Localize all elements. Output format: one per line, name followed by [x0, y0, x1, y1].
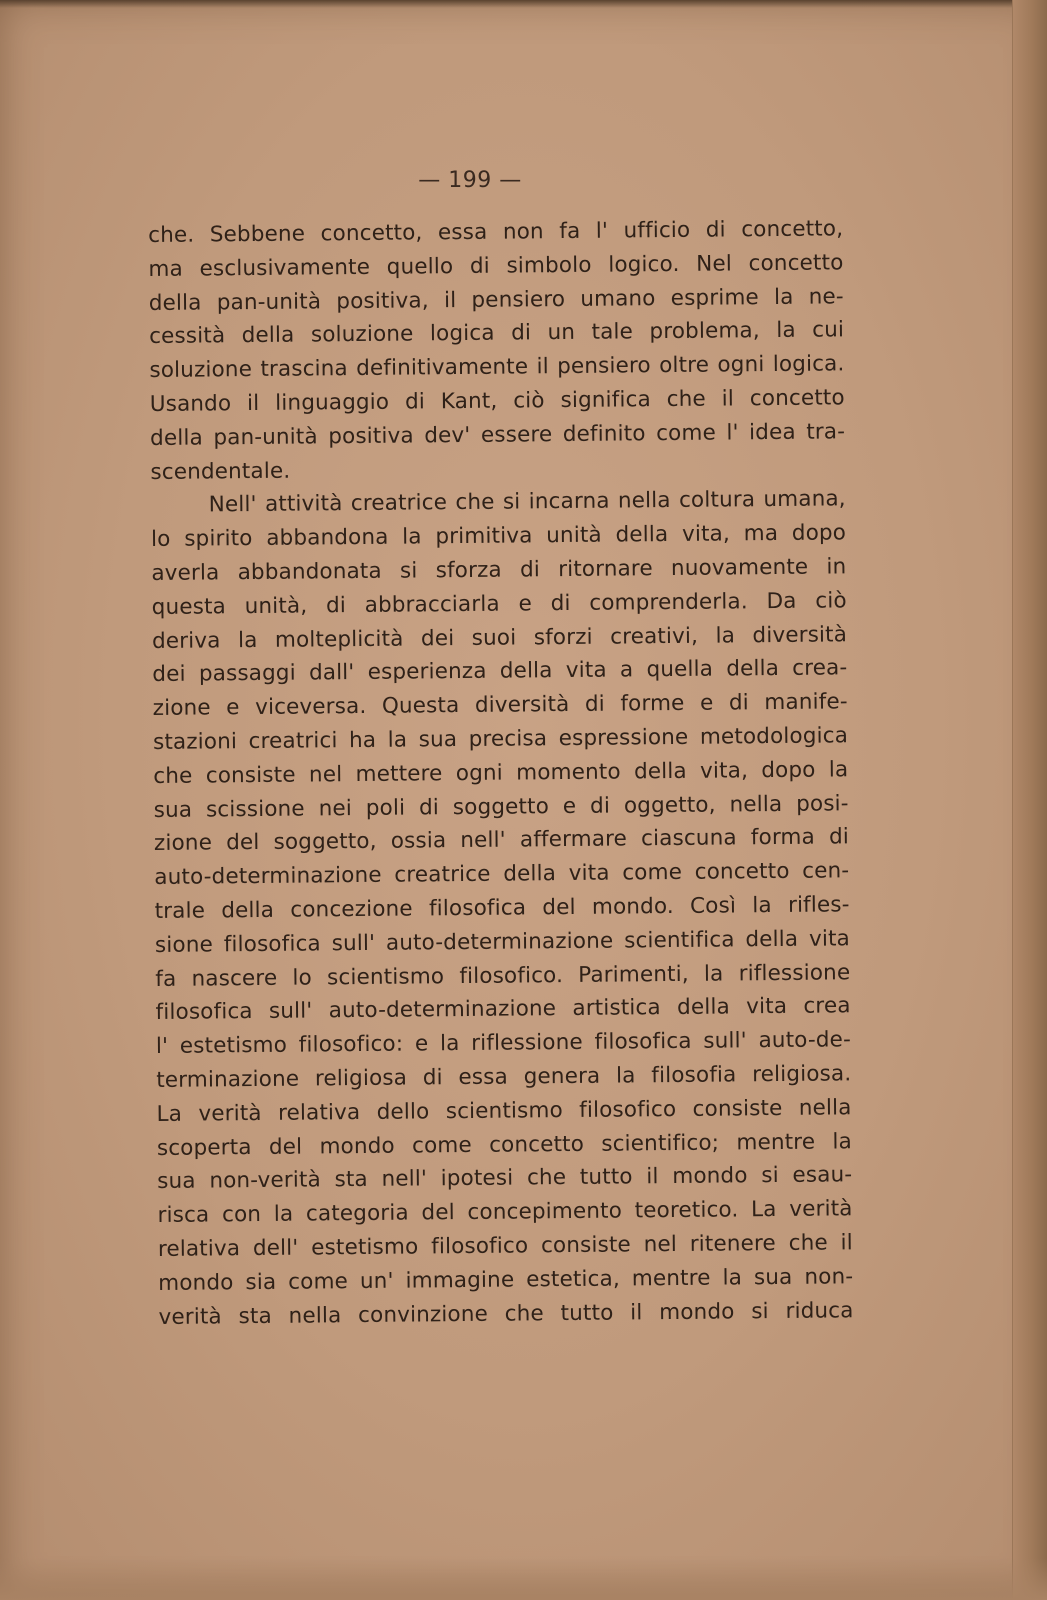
text-line: mondo sia come un' immagine estetica, mentre la sua non- [158, 1263, 854, 1296]
text-line: zione e viceversa. Questa diversità di forme e di manife- [152, 689, 848, 722]
text-line: La verità relativa dello scientismo filosofico consiste nella [156, 1095, 852, 1127]
text-line: cessità della soluzione logica di un tale problema, la cui [149, 317, 845, 350]
text-line: che. Sebbene concetto, essa non fa l' ufficio di concetto, [148, 216, 844, 248]
text-line: dei passaggi dall' esperienza della vita a quella della crea- [152, 655, 848, 688]
text-line: che consiste nel mettere ogni momento della vita, dopo la [153, 757, 849, 789]
text-line: sione filosofica sull' auto-determinazione scientifica della vita [154, 926, 851, 958]
text-line: deriva la molteplicità dei suoi sforzi creativi, la diversità [151, 621, 848, 654]
text-line: lo spirito abbandona la primitiva unità della vita, ma dopo [150, 520, 847, 553]
page-top-edge [0, 0, 1047, 8]
text-line: della pan-unità positiva, il pensiero umano esprime la ne- [148, 283, 844, 316]
page-number: — 199 — [418, 168, 522, 193]
text-line: zione del soggetto, ossia nell' affermare ciascuna forma di [153, 824, 850, 857]
text-line: auto-determinazione creatrice della vita come concetto cen- [154, 858, 850, 891]
text-line: scendentale. [150, 458, 291, 485]
text-line: sua non-verità sta nell' ipotesi che tutto il mondo si esau- [157, 1162, 853, 1195]
page-bottom-edge [0, 1558, 1047, 1600]
text-line: trale della concezione filosofica del mondo. Così la rifles- [154, 892, 850, 924]
text-line: Usando il linguaggio di Kant, ciò significa che il concetto [149, 385, 845, 417]
text-line: filosofica sull' auto-determinazione artistica della vita crea [155, 993, 851, 1026]
page-right-edge [1012, 0, 1047, 1600]
text-line: Nell' attività creatrice che si incarna nella coltura umana, [208, 486, 846, 518]
text-line: fa nascere lo scientismo filosofico. Parimenti, la riflessione [155, 959, 851, 992]
text-line: relativa dell' estetismo filosofico consiste nel ritenere che il [157, 1230, 853, 1262]
text-line: verità sta nella convinzione che tutto il mondo si riduca [158, 1297, 854, 1330]
body-text [148, 212, 854, 1334]
text-line: averla abbandonata si sforza di ritornare nuovamente in [151, 554, 847, 586]
paragraph [148, 212, 846, 489]
text-line: sua scissione nei poli di soggetto e di oggetto, nella posi- [153, 790, 849, 823]
text-line: soluzione trascina definitivamente il pensiero oltre ogni logica. [149, 351, 845, 384]
text-line: stazioni creatrici ha la sua precisa espressione metodologica [152, 723, 849, 755]
text-line: risca con la categoria del concepimento teoretico. La verità [157, 1196, 853, 1229]
text-line: ma esclusivamente quello di simbolo logico. Nel concetto [148, 250, 844, 282]
text-line: l' estetismo filosofico: e la riflessione filosofica sull' auto-de- [155, 1027, 852, 1060]
paragraph [151, 483, 854, 1335]
text-line: terminazione religiosa di essa genera la filosofia religiosa. [156, 1061, 852, 1093]
text-line: questa unità, di abbracciarla e di comprenderla. Da ciò [151, 588, 847, 620]
text-line: della pan-unità positiva dev' essere definito come l' idea tra- [149, 419, 846, 451]
text-line: scoperta del mondo come concetto scientifico; mentre la [156, 1128, 853, 1161]
